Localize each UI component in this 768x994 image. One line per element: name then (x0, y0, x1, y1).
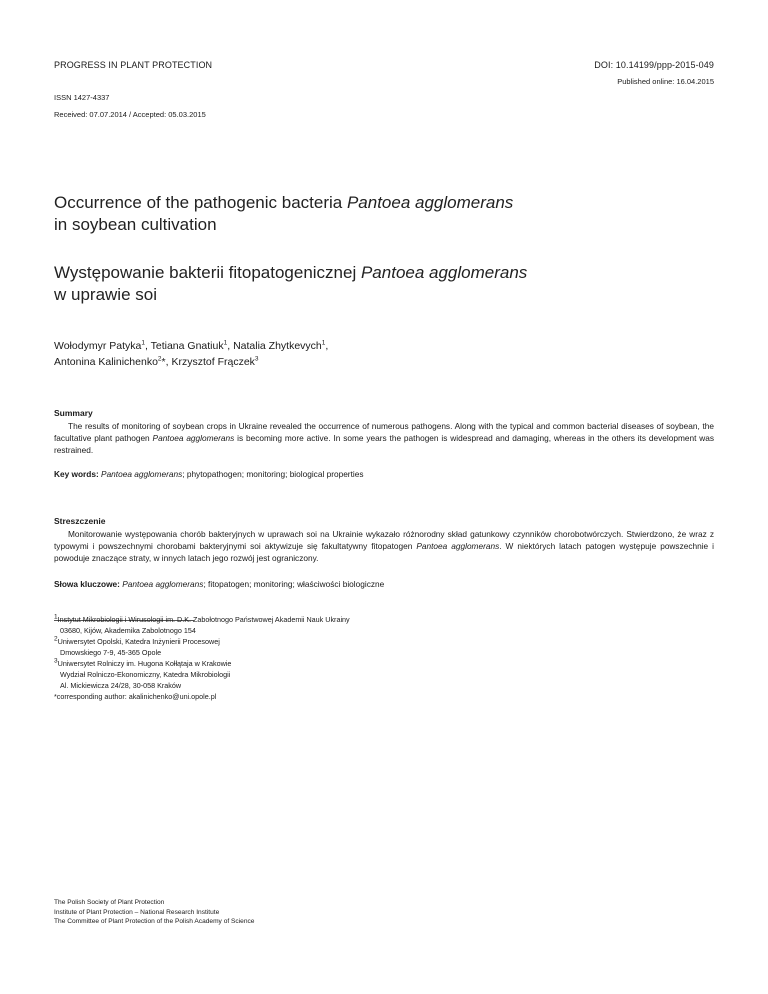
title-english-part: Occurrence of the pathogenic bacteria (54, 193, 347, 212)
received-accepted-dates: Received: 07.07.2014 / Accepted: 05.03.2015 (54, 110, 206, 119)
affiliation-marker: 3 (254, 355, 259, 363)
affiliation-marker: 1 (141, 339, 145, 347)
corresponding-author-mark: * (161, 356, 166, 368)
author-name: Krzysztof Frączek (171, 356, 255, 368)
streszczenie-text-part: . W niektórych latach patogen występuje powszechnie i powoduje znaczące straty, w innych latach jego rozwój jest ograniczony. (54, 541, 715, 563)
doi[interactable]: DOI: 10.14199/ppp-2015-049 (594, 60, 714, 70)
author-name: Antonina Kalinichenko (54, 356, 158, 368)
summary-species: Pantoea agglomerans (152, 433, 235, 443)
key-words-species: Pantoea agglomerans (101, 469, 183, 479)
streszczenie-text (54, 528, 714, 564)
summary-text-part: is becoming more active. In some years the pathogen is widespread and damaging, whereas in the others its development was restrained. (54, 433, 715, 455)
title-polish-species: Pantoea agglomerans (360, 263, 528, 282)
title-english-species: Pantoea agglomerans (346, 193, 514, 212)
summary-text (54, 420, 714, 456)
slowa-kluczowe-species: Pantoea agglomerans (122, 579, 204, 589)
journal-name: PROGRESS IN PLANT PROTECTION (54, 60, 213, 70)
affiliation-line: Instytut Mikrobiologii i Wirusologii im. D.K. Zabołotnogo Państwowej Akademii Nauk Ukrainy (57, 615, 350, 624)
slowa-kluczowe-list: ; fitopatogen; monitoring; właściwości biologiczne (203, 579, 385, 589)
published-date: Published online: 16.04.2015 (617, 77, 714, 86)
affiliation-marker: 2 (157, 355, 162, 363)
author-name: Natalia Zhytkevych (233, 340, 322, 352)
affiliation-line: 03680, Kijów, Akademika Zabolotnogo 154 (60, 626, 196, 635)
publisher-footer (54, 898, 254, 927)
key-words-list: ; phytopathogen; monitoring; biological properties (182, 469, 364, 479)
affiliation-number: 1 (54, 613, 58, 621)
corresponding-author-email[interactable]: *corresponding author: akalinichenko@uni.opole.pl (54, 692, 217, 701)
streszczenie-text-part: Monitorowanie występowania chorób bakteryjnych w uprawach soi na Ukrainie wykazało różnorodny skład gatunkowy czynników chorobotwórczych. Stwierdzono, że wraz z typowymi i powszechnymi chorobami bakteryjnymi soi aktywizuje się fakultatywny fitopatogen (54, 529, 714, 551)
affiliations (54, 614, 714, 702)
title-english-line2: in soybean cultivation (54, 215, 217, 234)
slowa-kluczowe-label: Słowa kluczowe: (54, 579, 123, 589)
affiliation-marker: 1 (321, 339, 326, 347)
key-words-label: Key words: (54, 469, 102, 479)
streszczenie-heading: Streszczenie (54, 516, 106, 526)
streszczenie-species: Pantoea agglomerans (416, 541, 500, 551)
author-name: Tetiana Gnatiuk (150, 340, 224, 352)
affiliation-line: Al. Mickiewicza 24/28, 30-058 Kraków (60, 681, 182, 690)
issn: ISSN 1427-4337 (54, 93, 110, 102)
title-polish-part: Występowanie bakterii fitopatogenicznej (54, 263, 361, 282)
title-english (54, 192, 694, 236)
affiliation-marker: 1 (223, 339, 228, 347)
footer-line: The Polish Society of Plant Protection (54, 899, 165, 906)
slowa-kluczowe (54, 578, 714, 590)
author-list: Wołodymyr Patyka$^1$, Tetiana Gnatiuk$^1$, Natalia Zhytkevych$^1$, Antonina Kalinichenko$^2$*, Krzysztof Frączek$^3$ (54, 339, 329, 368)
affiliation-line: Uniwersytet Opolski, Katedra Inżynierii Procesowej (57, 637, 220, 646)
summary-text-part: The results of monitoring of soybean crops in Ukraine revealed the occurrence of numerous pathogens. Along with the typical and common bacterial diseases of soybean, the facultative plant pathogen (54, 421, 714, 443)
footer-line: The Committee of Plant Protection of the Polish Academy of Science (54, 918, 255, 925)
author-name: Wołodymyr Patyka (54, 340, 142, 352)
affiliation-line: Uniwersytet Rolniczy im. Hugona Kołłątaja w Krakowie (57, 659, 232, 668)
footer-line: Institute of Plant Protection – National Research Institute (54, 908, 220, 916)
affiliation-line: Dmowskiego 7-9, 45-365 Opole (60, 648, 162, 657)
affiliation-number: 3 (54, 657, 58, 665)
affiliation-line: Wydział Rolniczo-Ekonomiczny, Katedra Mikrobiologii (60, 670, 231, 679)
key-words (54, 468, 714, 480)
title-polish (54, 262, 694, 306)
affiliation-number: 2 (54, 635, 58, 643)
title-polish-line2: w uprawie soi (54, 285, 157, 304)
summary-heading: Summary (54, 408, 93, 418)
